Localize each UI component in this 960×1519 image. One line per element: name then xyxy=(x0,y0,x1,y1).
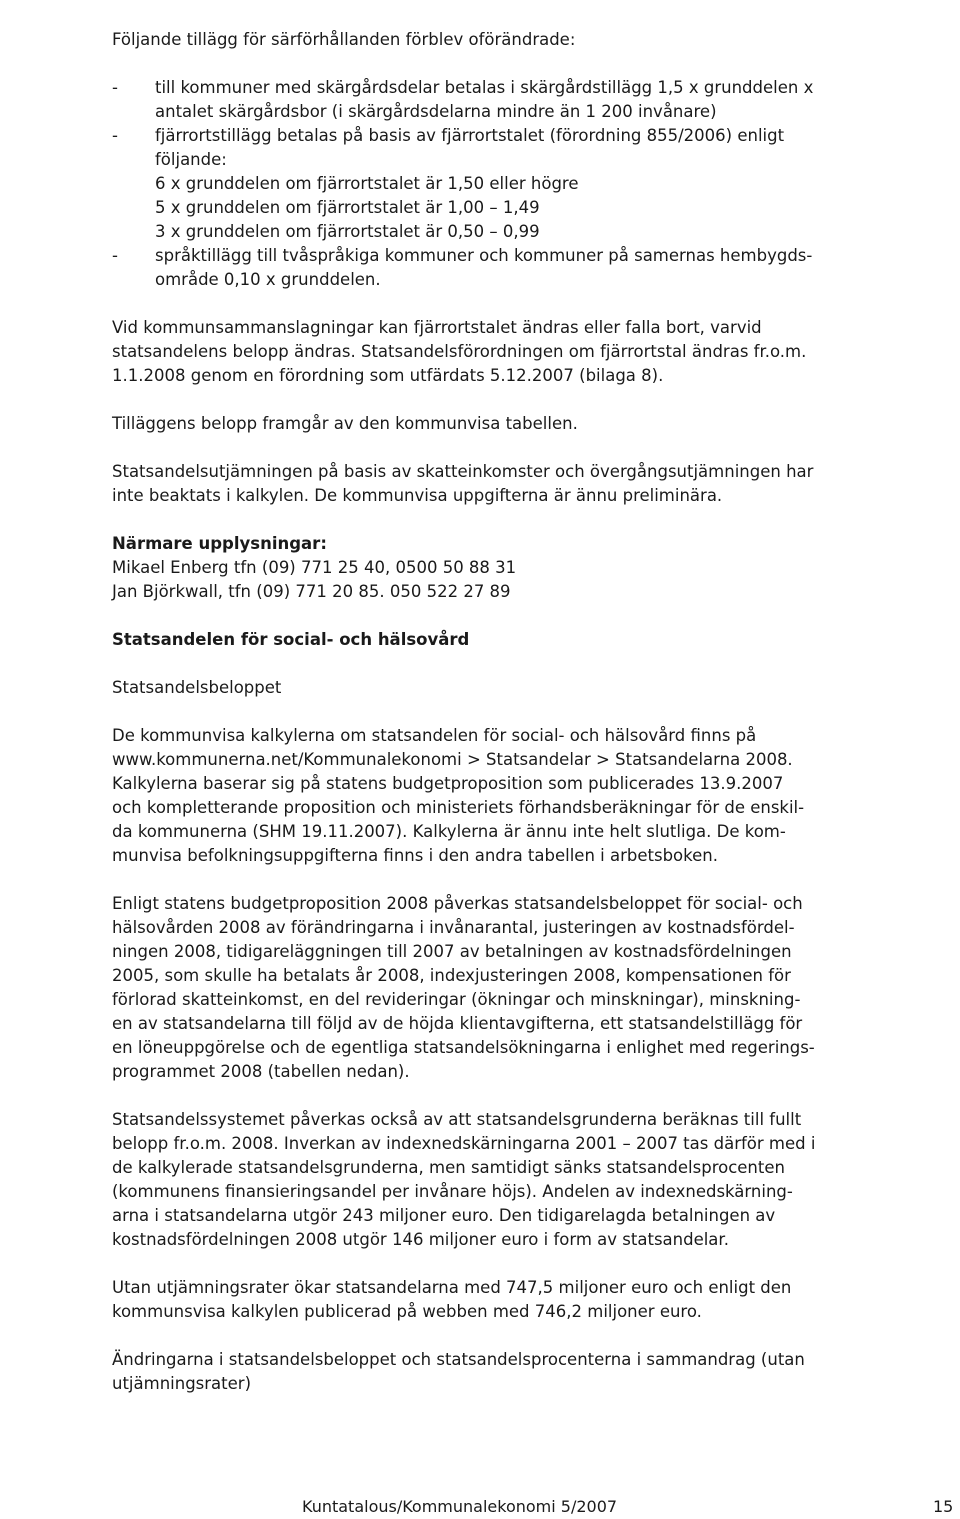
paragraph-line: Utan utjämningsrater ökar statsandelarna med 747,5 miljoner euro och enligt den xyxy=(112,1278,792,1297)
contact-line: Jan Björkwall, tfn (09) 771 20 85. 050 522 27 89 xyxy=(112,582,511,601)
paragraph-line: ningen 2008, tidigareläggningen till 2007 av betalningen av kostnadsfördelningen xyxy=(112,942,792,961)
sub-list-item: 5 x grunddelen om fjärrortstalet är 1,00 – 1,49 xyxy=(155,198,540,217)
paragraph-line: inte beaktats i kalkylen. De kommunvisa uppgifterna är ännu preliminära. xyxy=(112,486,723,505)
sub-list-item: 3 x grunddelen om fjärrortstalet är 0,50 – 0,99 xyxy=(155,222,540,241)
paragraph-line: De kommunvisa kalkylerna om statsandelen för social- och hälsovård finns på xyxy=(112,726,757,745)
list-item-text: antalet skärgårdsbor (i skärgårdsdelarna mindre än 1 200 invånare) xyxy=(155,102,717,121)
paragraph-line: www.kommunerna.net/Kommunalekonomi > Statsandelar > Statsandelarna 2008. xyxy=(112,750,793,769)
paragraph-line: Statsandelsutjämningen på basis av skatteinkomster och övergångsutjämningen har xyxy=(112,462,814,481)
sub-list-item: 6 x grunddelen om fjärrortstalet är 1,50 eller högre xyxy=(155,174,579,193)
subheading: Statsandelsbeloppet xyxy=(112,678,282,697)
paragraph-line: da kommunerna (SHM 19.11.2007). Kalkylerna är ännu inte helt slutliga. De kom- xyxy=(112,822,786,841)
contact-heading: Närmare upplysningar: xyxy=(112,534,327,553)
paragraph-line: 1.1.2008 genom en förordning som utfärdats 5.12.2007 (bilaga 8). xyxy=(112,366,664,385)
paragraph-line: 2005, som skulle ha betalats år 2008, indexjusteringen 2008, kompensationen för xyxy=(112,966,791,985)
list-dash: - xyxy=(112,78,118,97)
intro-text: Följande tillägg för särförhållanden förblev oförändrade: xyxy=(112,30,576,49)
paragraph-line: och kompletterande proposition och ministeriets förhandsberäkningar för de enskil- xyxy=(112,798,805,817)
list-item-text: följande: xyxy=(155,150,227,169)
paragraph-line: (kommunens finansieringsandel per invånare höjs). Andelen av indexnedskärning- xyxy=(112,1182,793,1201)
section-heading: Statsandelen för social- och hälsovård xyxy=(112,630,470,649)
list-dash: - xyxy=(112,246,118,265)
paragraph-line: hälsovården 2008 av förändringarna i invånarantal, justeringen av kostnadsfördel- xyxy=(112,918,795,937)
paragraph-line: statsandelens belopp ändras. Statsandelsförordningen om fjärrortstal ändras fr.o.m. xyxy=(112,342,807,361)
list-item-text: språktillägg till tvåspråkiga kommuner och kommuner på samernas hembygds- xyxy=(155,246,813,265)
paragraph-line: kommunsvisa kalkylen publicerad på webben med 746,2 miljoner euro. xyxy=(112,1302,702,1321)
paragraph-line: en av statsandelarna till följd av de höjda klientavgifterna, ett statsandelstillägg för xyxy=(112,1014,803,1033)
paragraph-line: en löneuppgörelse och de egentliga statsandelsökningarna i enlighet med regerings- xyxy=(112,1038,815,1057)
list-item-text: fjärrortstillägg betalas på basis av fjärrortstalet (förordning 855/2006) enligt xyxy=(155,126,785,145)
paragraph-line: de kalkylerade statsandelsgrunderna, men samtidigt sänks statsandelsprocenten xyxy=(112,1158,785,1177)
paragraph-line: programmet 2008 (tabellen nedan). xyxy=(112,1062,410,1081)
paragraph-line: förlorad skatteinkomst, en del revideringar (ökningar och minskningar), minskning- xyxy=(112,990,801,1009)
footer-publication: Kuntatalous/Kommunalekonomi 5/2007 xyxy=(302,1497,618,1516)
paragraph-line: Statsandelssystemet påverkas också av att statsandelsgrunderna beräknas till fullt xyxy=(112,1110,802,1129)
paragraph-line: arna i statsandelarna utgör 243 miljoner euro. Den tidigarelagda betalningen av xyxy=(112,1206,776,1225)
paragraph-line: Ändringarna i statsandelsbeloppet och statsandelsprocenterna i sammandrag (utan xyxy=(112,1350,805,1369)
contact-line: Mikael Enberg tfn (09) 771 25 40, 0500 50 88 31 xyxy=(112,558,517,577)
paragraph-tillagg: Tilläggens belopp framgår av den kommunvisa tabellen. xyxy=(112,414,578,433)
paragraph-line: Enligt statens budgetproposition 2008 påverkas statsandelsbeloppet för social- och xyxy=(112,894,803,913)
list-item-text: område 0,10 x grunddelen. xyxy=(155,270,381,289)
paragraph-line: kostnadsfördelningen 2008 utgör 146 miljoner euro i form av statsandelar. xyxy=(112,1230,729,1249)
list-item-text: till kommuner med skärgårdsdelar betalas i skärgårdstillägg 1,5 x grunddelen x xyxy=(155,78,814,97)
paragraph-line: munvisa befolkningsuppgifterna finns i den andra tabellen i arbetsboken. xyxy=(112,846,718,865)
list-dash: - xyxy=(112,126,118,145)
paragraph-line: utjämningsrater) xyxy=(112,1374,252,1393)
paragraph-line: Kalkylerna baserar sig på statens budgetproposition som publicerades 13.9.2007 xyxy=(112,774,784,793)
paragraph-line: Vid kommunsammanslagningar kan fjärrortstalet ändras eller falla bort, varvid xyxy=(112,318,762,337)
paragraph-line: belopp fr.o.m. 2008. Inverkan av indexnedskärningarna 2001 – 2007 tas därför med i xyxy=(112,1134,816,1153)
page-number: 15 xyxy=(933,1497,954,1516)
